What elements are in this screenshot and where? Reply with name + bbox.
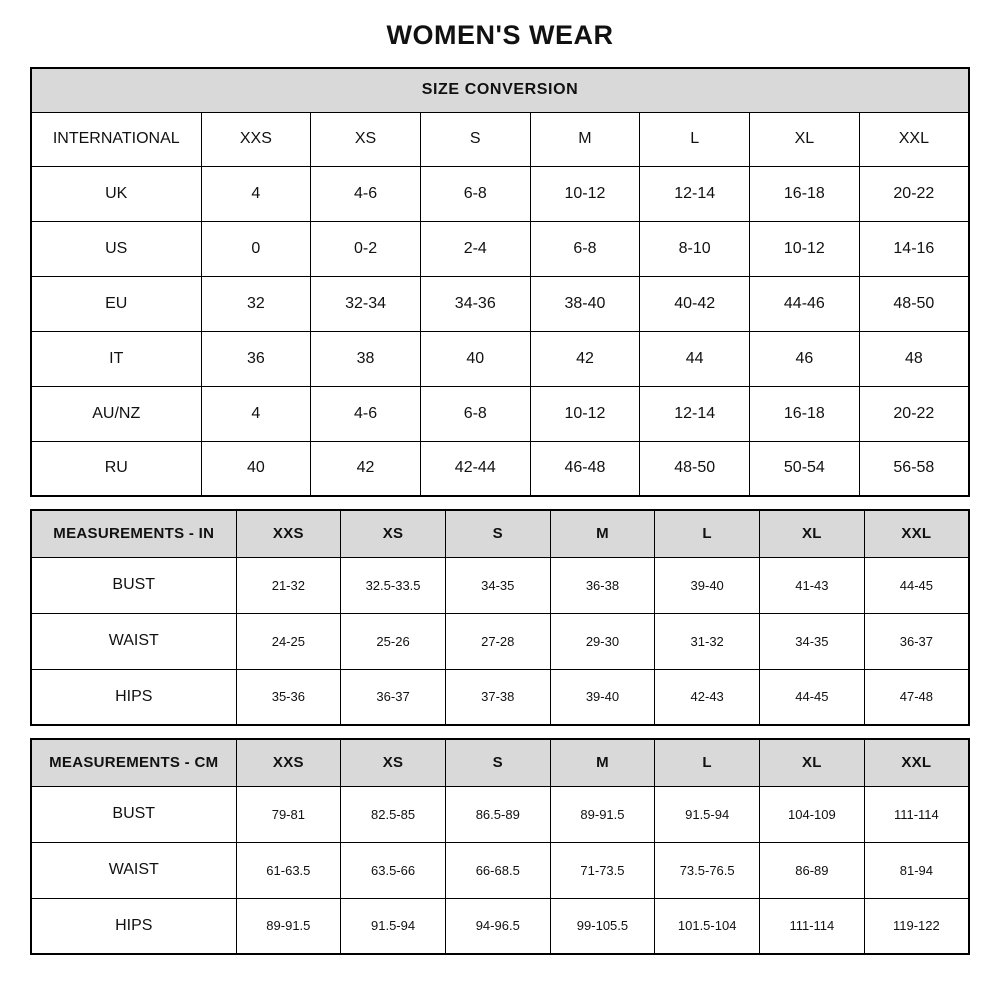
cell-value: 89-91.5 <box>236 898 341 954</box>
cell-value: 34-35 <box>445 557 550 613</box>
cell-value: 73.5-76.5 <box>655 842 760 898</box>
cell-value: 6-8 <box>420 166 530 221</box>
cell-value: 48 <box>859 331 969 386</box>
cell-value: 0 <box>201 221 311 276</box>
table-row <box>31 276 969 331</box>
cell-value: 31-32 <box>655 613 760 669</box>
column-header: M <box>530 112 640 166</box>
cell-value: 86.5-89 <box>445 786 550 842</box>
cell-value: 63.5-66 <box>341 842 446 898</box>
cell-value: 32-34 <box>311 276 421 331</box>
table-row <box>31 386 969 441</box>
cell-value: 50-54 <box>750 441 860 496</box>
cell-value: 44-46 <box>750 276 860 331</box>
table-row <box>31 669 969 725</box>
cell-value: 27-28 <box>445 613 550 669</box>
page-title: WOMEN'S WEAR <box>386 20 614 50</box>
column-header-row <box>31 739 969 786</box>
cell-value: 12-14 <box>640 166 750 221</box>
band-title-row <box>31 68 969 112</box>
cell-value: 34-36 <box>420 276 530 331</box>
row-label: WAIST <box>31 613 236 669</box>
row-label: IT <box>31 331 201 386</box>
cell-value: 4-6 <box>311 166 421 221</box>
cell-value: 10-12 <box>750 221 860 276</box>
cell-value: 56-58 <box>859 441 969 496</box>
cell-value: 6-8 <box>530 221 640 276</box>
cell-value: 36-37 <box>341 669 446 725</box>
column-header: XL <box>760 739 865 786</box>
column-header: XL <box>750 112 860 166</box>
cell-value: 8-10 <box>640 221 750 276</box>
column-header: XXS <box>236 510 341 557</box>
size-conversion-table <box>30 67 970 497</box>
cell-value: 24-25 <box>236 613 341 669</box>
cell-value: 36 <box>201 331 311 386</box>
row-label: HIPS <box>31 898 236 954</box>
cell-value: 44-45 <box>760 669 865 725</box>
cell-value: 36-37 <box>864 613 969 669</box>
cell-value: 32.5-33.5 <box>341 557 446 613</box>
row-label: BUST <box>31 557 236 613</box>
cell-value: 38 <box>311 331 421 386</box>
cell-value: 46-48 <box>530 441 640 496</box>
cell-value: 36-38 <box>550 557 655 613</box>
cell-value: 48-50 <box>859 276 969 331</box>
cell-value: 40-42 <box>640 276 750 331</box>
cell-value: 38-40 <box>530 276 640 331</box>
cell-value: 4 <box>201 166 311 221</box>
cell-value: 71-73.5 <box>550 842 655 898</box>
table-row <box>31 842 969 898</box>
row-label: AU/NZ <box>31 386 201 441</box>
cell-value: 86-89 <box>760 842 865 898</box>
column-header: L <box>640 112 750 166</box>
row-label-header: MEASUREMENTS - IN <box>31 510 236 557</box>
cell-value: 41-43 <box>760 557 865 613</box>
column-header: M <box>550 739 655 786</box>
column-header: M <box>550 510 655 557</box>
cell-value: 46 <box>750 331 860 386</box>
table-band-title: SIZE CONVERSION <box>31 68 969 112</box>
cell-value: 44 <box>640 331 750 386</box>
row-label: BUST <box>31 786 236 842</box>
table-row <box>31 441 969 496</box>
column-header-row <box>31 510 969 557</box>
column-header: XS <box>311 112 421 166</box>
cell-value: 42 <box>311 441 421 496</box>
cell-value: 44-45 <box>864 557 969 613</box>
cell-value: 32 <box>201 276 311 331</box>
cell-value: 34-35 <box>760 613 865 669</box>
cell-value: 4 <box>201 386 311 441</box>
cell-value: 20-22 <box>859 166 969 221</box>
cell-value: 48-50 <box>640 441 750 496</box>
cell-value: 4-6 <box>311 386 421 441</box>
cell-value: 111-114 <box>760 898 865 954</box>
cell-value: 10-12 <box>530 166 640 221</box>
cell-value: 10-12 <box>530 386 640 441</box>
cell-value: 35-36 <box>236 669 341 725</box>
column-header: S <box>420 112 530 166</box>
cell-value: 99-105.5 <box>550 898 655 954</box>
column-header: XXS <box>236 739 341 786</box>
cell-value: 16-18 <box>750 386 860 441</box>
cell-value: 29-30 <box>550 613 655 669</box>
column-header-row <box>31 112 969 166</box>
measurements-in-table <box>30 509 970 726</box>
row-label-header: INTERNATIONAL <box>31 112 201 166</box>
cell-value: 21-32 <box>236 557 341 613</box>
cell-value: 14-16 <box>859 221 969 276</box>
cell-value: 111-114 <box>864 786 969 842</box>
cell-value: 6-8 <box>420 386 530 441</box>
column-header: XS <box>341 739 446 786</box>
column-header: L <box>655 739 760 786</box>
cell-value: 42-43 <box>655 669 760 725</box>
cell-value: 39-40 <box>655 557 760 613</box>
cell-value: 119-122 <box>864 898 969 954</box>
cell-value: 91.5-94 <box>655 786 760 842</box>
table-row <box>31 557 969 613</box>
column-header: L <box>655 510 760 557</box>
row-label: WAIST <box>31 842 236 898</box>
cell-value: 101.5-104 <box>655 898 760 954</box>
cell-value: 81-94 <box>864 842 969 898</box>
column-header: XXL <box>859 112 969 166</box>
measurements-cm-table <box>30 738 970 955</box>
column-header: XS <box>341 510 446 557</box>
column-header: XL <box>760 510 865 557</box>
table-row <box>31 331 969 386</box>
cell-value: 12-14 <box>640 386 750 441</box>
table-row <box>31 898 969 954</box>
cell-value: 16-18 <box>750 166 860 221</box>
row-label: US <box>31 221 201 276</box>
column-header: XXS <box>201 112 311 166</box>
cell-value: 25-26 <box>341 613 446 669</box>
cell-value: 91.5-94 <box>341 898 446 954</box>
column-header: XXL <box>864 739 969 786</box>
cell-value: 82.5-85 <box>341 786 446 842</box>
row-label: RU <box>31 441 201 496</box>
table-row <box>31 786 969 842</box>
cell-value: 40 <box>420 331 530 386</box>
row-label: UK <box>31 166 201 221</box>
table-row <box>31 221 969 276</box>
cell-value: 66-68.5 <box>445 842 550 898</box>
cell-value: 0-2 <box>311 221 421 276</box>
cell-value: 79-81 <box>236 786 341 842</box>
cell-value: 42-44 <box>420 441 530 496</box>
cell-value: 42 <box>530 331 640 386</box>
column-header: S <box>445 510 550 557</box>
row-label: EU <box>31 276 201 331</box>
cell-value: 61-63.5 <box>236 842 341 898</box>
cell-value: 2-4 <box>420 221 530 276</box>
cell-value: 39-40 <box>550 669 655 725</box>
cell-value: 37-38 <box>445 669 550 725</box>
cell-value: 40 <box>201 441 311 496</box>
column-header: XXL <box>864 510 969 557</box>
table-row <box>31 166 969 221</box>
row-label: HIPS <box>31 669 236 725</box>
cell-value: 47-48 <box>864 669 969 725</box>
cell-value: 104-109 <box>760 786 865 842</box>
table-row <box>31 613 969 669</box>
cell-value: 20-22 <box>859 386 969 441</box>
cell-value: 89-91.5 <box>550 786 655 842</box>
column-header: S <box>445 739 550 786</box>
cell-value: 94-96.5 <box>445 898 550 954</box>
row-label-header: MEASUREMENTS - CM <box>31 739 236 786</box>
